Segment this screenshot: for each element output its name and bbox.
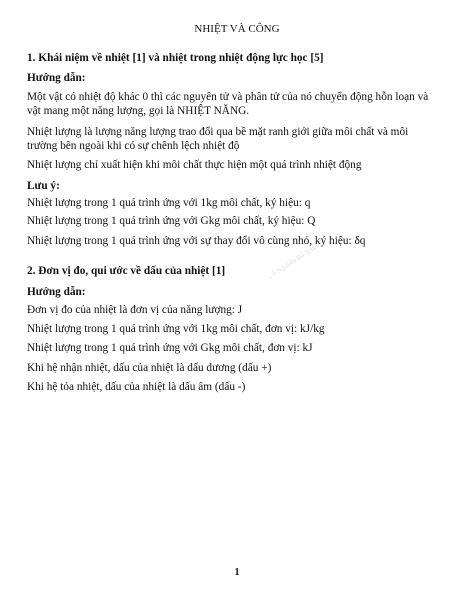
section-1-heading: 1. Khái niệm về nhiệt [1] và nhiệt trong nhiệt động lực học [5] bbox=[27, 52, 324, 64]
section-1-paragraph-2-line-1: Nhiệt lượng là lượng năng lượng trao đổi qua bề mặt ranh giới giữa môi chất và môi bbox=[27, 126, 409, 138]
page-title: NHIỆT VÀ CÔNG bbox=[194, 23, 280, 35]
section-1-note-2: Nhiệt lượng trong 1 quá trình ứng với Gkg môi chất, ký hiệu: Q bbox=[27, 215, 316, 227]
section-2-guide-label: Hướng dẫn: bbox=[27, 286, 86, 298]
section-2-line-4: Khi hệ nhận nhiệt, dấu của nhiệt là dấu dương (dấu +) bbox=[27, 362, 272, 374]
section-1-paragraph-3: Nhiệt lượng chỉ xuất hiện khi môi chất thực hiện một quá trình nhiệt động bbox=[27, 159, 362, 171]
page-number: 1 bbox=[234, 567, 240, 578]
section-1-note-3: Nhiệt lượng trong 1 quá trình ứng với sự thay đổi vô cùng nhỏ, ký hiệu: δq bbox=[27, 235, 366, 247]
section-1-paragraph-1-line-2: vật mang một năng lượng, gọi là NHIỆT NĂNG. bbox=[27, 105, 250, 117]
section-1-note-label: Lưu ý: bbox=[27, 180, 60, 192]
section-1-paragraph-2-line-2: trường bên ngoài khi có sự chênh lệch nhiệt độ bbox=[27, 140, 240, 152]
section-2-line-2: Nhiệt lượng trong 1 quá trình ứng với 1kg môi chất, đơn vị: kJ/kg bbox=[27, 323, 325, 335]
section-2-line-1: Đơn vị đo của nhiệt là đơn vị của năng lượng: J bbox=[27, 304, 243, 316]
section-1-paragraph-1-line-1: Một vật có nhiệt độ khác 0 thì các nguyên tử và phân tử của nó chuyển động hỗn loạn và bbox=[27, 91, 429, 103]
section-2-heading: 2. Đơn vị đo, qui ước về dấu của nhiệt [1] bbox=[27, 265, 226, 277]
section-1-note-1: Nhiệt lượng trong 1 quá trình ứng với 1kg môi chất, ký hiệu: q bbox=[27, 197, 311, 209]
section-2-line-3: Nhiệt lượng trong 1 quá trình ứng với Gkg môi chất, đơn vị: kJ bbox=[27, 342, 313, 354]
watermark: ...ố Nguyễn Bá Xuân bbox=[266, 241, 320, 281]
section-1-guide-label: Hướng dẫn: bbox=[27, 72, 86, 84]
section-2-line-5: Khi hệ tỏa nhiệt, dấu của nhiệt là dấu âm (dấu -) bbox=[27, 381, 246, 393]
